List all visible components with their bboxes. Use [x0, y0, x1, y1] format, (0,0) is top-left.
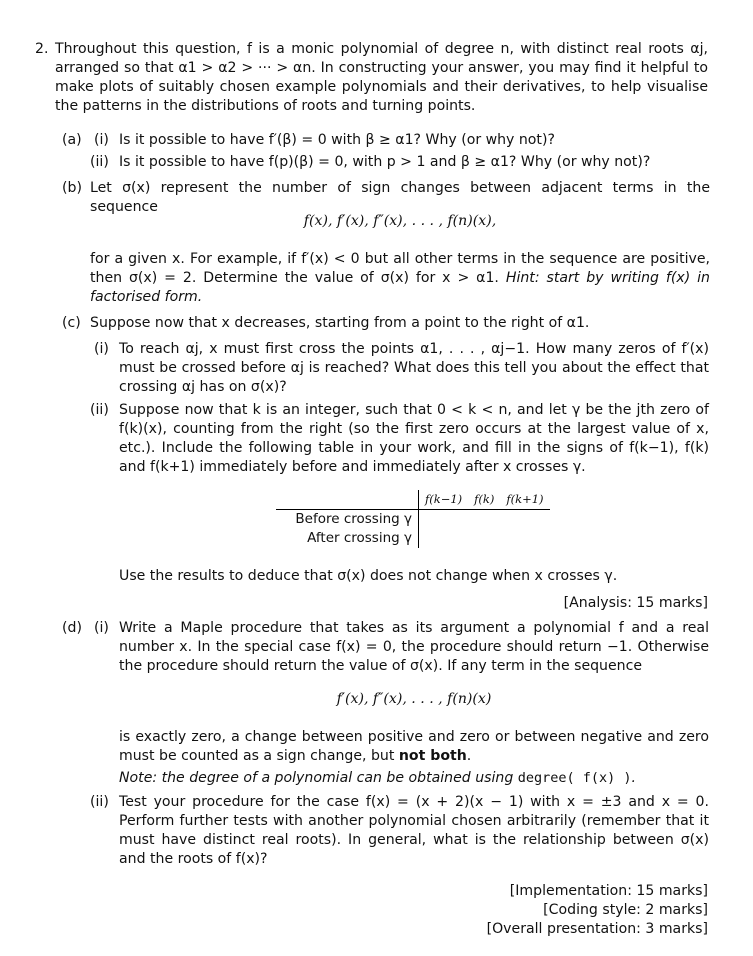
part-d-sequence: f′(x), f″(x), . . . , f(n)(x) [336, 691, 492, 707]
part-c-ii-text: Suppose now that k is an integer, such that 0 < k < n, and let γ be the jth zero of f(k)(x), counting from the right (so the first zero occurs at the largest value of x, etc.). Include the following table in your work, and fill in the signs of f(k−1), f(k) and f(k+1) immediately before and immediately after x crosses γ. [119, 402, 709, 475]
implementation-marks: [Implementation: 15 marks] [509, 883, 708, 899]
part-d-i-label: (i) [94, 620, 109, 636]
part-a-i-label: (i) [94, 132, 109, 148]
part-d-note-text: Note: the degree of a polynomial can be obtained using [119, 770, 514, 786]
part-c-ii-label: (ii) [90, 402, 109, 418]
sign-table-cell [419, 529, 469, 548]
sign-table-cell [500, 510, 549, 530]
part-b-hint: Hint: start by writing f(x) in factorised form. [90, 270, 710, 305]
part-b-sequence: f(x), f′(x), f″(x), . . . , f(n)(x), [303, 213, 497, 229]
part-b-body: for a given x. For example, if f′(x) < 0 but all other terms in the sequence are positive, then σ(x) = 2. Determine the value of σ(x) for x > α1. [90, 251, 710, 286]
part-b-text-2 [90, 250, 710, 307]
part-a-label: (a) [62, 132, 82, 148]
part-d-i-text-2: is exactly zero, a change between positive and zero or between negative and zero must be counted as a sign change, but not both. [119, 729, 709, 764]
part-d-i-body: is exactly zero, a change between positive and zero or between negative and zero must be counted as a sign change, but [119, 729, 709, 764]
part-a-ii-label: (ii) [90, 154, 109, 170]
part-d-i-text: Write a Maple procedure that takes as its argument a polynomial f and a real number x. In the special case f(x) = 0, the procedure should return −1. Otherwise the procedure should return the value of σ(x). If any term in the sequence [119, 620, 709, 674]
part-d-ii-label: (ii) [90, 794, 109, 810]
sign-table-header-3: f(k+1) [500, 490, 549, 510]
sign-table-corner [276, 490, 419, 510]
part-c-conclusion: Use the results to deduce that σ(x) does not change when x crosses γ. [119, 568, 618, 584]
part-c-i-label: (i) [94, 341, 109, 357]
presentation-marks: [Overall presentation: 3 marks] [486, 921, 708, 937]
sign-table-row-after: After crossing γ [276, 529, 419, 548]
analysis-marks: [Analysis: 15 marks] [563, 595, 708, 611]
sign-table-cell [468, 510, 500, 530]
part-b-text: Let σ(x) represent the number of sign changes between adjacent terms in the sequence [90, 180, 710, 215]
sign-table-header-2: f(k) [468, 490, 500, 510]
sign-table-header-1: f(k−1) [419, 490, 469, 510]
degree-code: degree( f(x) ) [517, 770, 632, 786]
part-d-label: (d) [62, 620, 82, 636]
question-intro: Throughout this question, f is a monic polynomial of degree n, with distinct real roots αj, arranged so that α1 > α2 > ··· > αn. In constructing your answer, you may find it helpful to make plots of suitably chosen example polynomials and their derivatives, to help visualise the patterns in the distributions of roots and turning points. [55, 41, 708, 114]
sign-table-row-before: Before crossing γ [276, 510, 419, 530]
part-c-i-text: To reach αj, x must first cross the points α1, . . . , αj−1. How many zeros of f′(x) must be crossed before αj is reached? What does this tell you about the effect that crossing αj has on σ(x)? [119, 341, 709, 395]
not-both-emphasis: not both [398, 748, 467, 764]
sign-table-cell [468, 529, 500, 548]
part-a-ii-text: Is it possible to have f(p)(β) = 0, with p > 1 and β ≥ α1? Why (or why not)? [119, 154, 651, 170]
part-c-text: Suppose now that x decreases, starting from a point to the right of α1. [90, 315, 590, 331]
part-d-note: Note: the degree of a polynomial can be obtained using degree( f(x) ). [119, 770, 637, 786]
part-d-ii-text: Test your procedure for the case f(x) = (x + 2)(x − 1) with x = ±3 and x = 0. Perform further tests with another polynomial chosen arbitrarily (remember that it must have distinct real roots). In general, what is the relationship between σ(x) and the roots of f(x)? [119, 794, 709, 867]
coding-style-marks: [Coding style: 2 marks] [543, 902, 708, 918]
sign-table-cell [419, 510, 469, 530]
part-b-label: (b) [62, 180, 82, 196]
question-number: 2. [35, 41, 49, 57]
part-a-i-text: Is it possible to have f′(β) = 0 with β ≥ α1? Why (or why not)? [119, 132, 555, 148]
sign-table-cell [500, 529, 549, 548]
sign-table [276, 490, 550, 548]
part-c-label: (c) [62, 315, 81, 331]
